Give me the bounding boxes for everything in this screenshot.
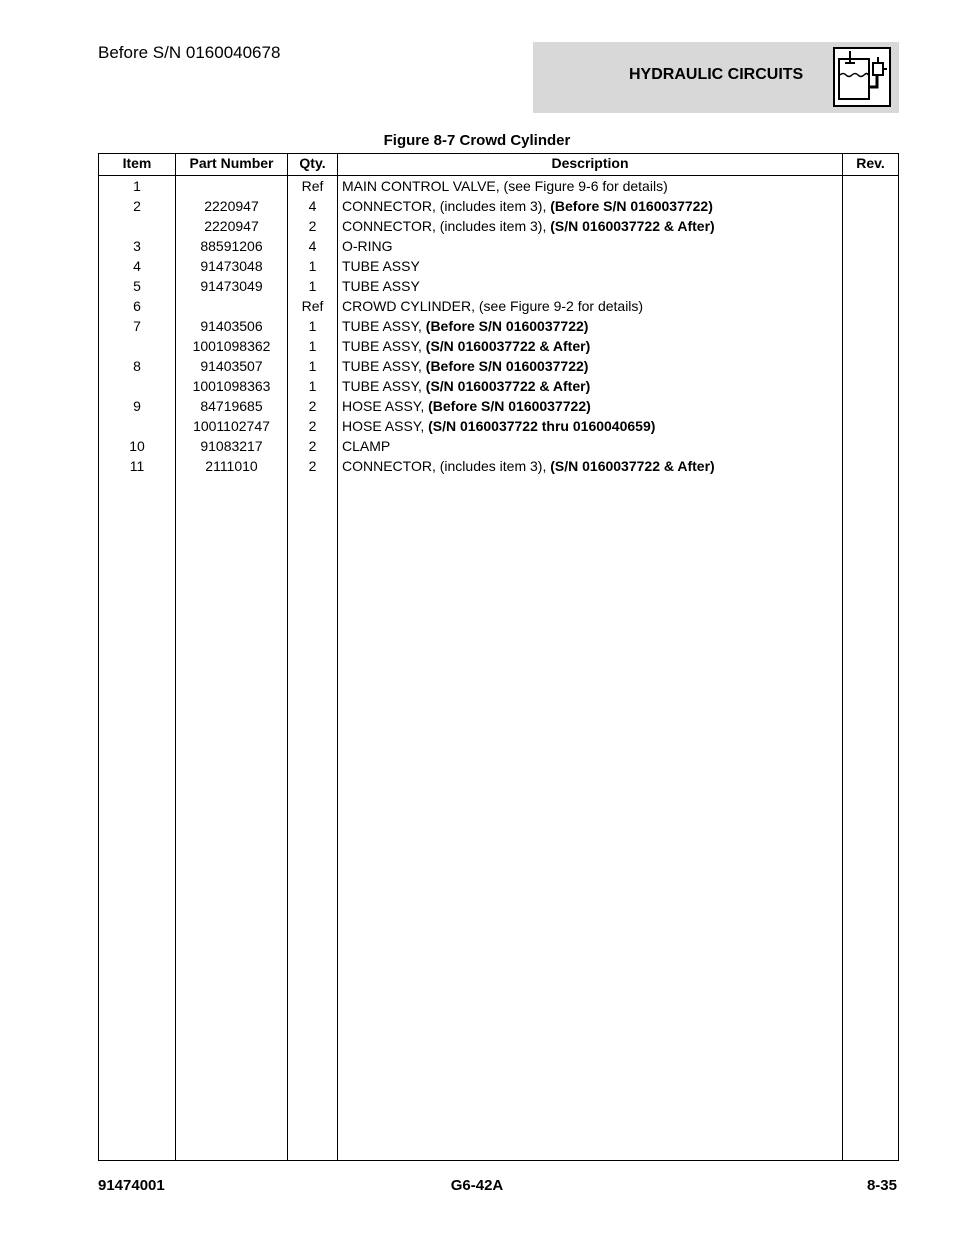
description-text: HOSE ASSY, [342, 398, 429, 414]
description-text: TUBE ASSY, [342, 318, 426, 334]
figure-title: Figure 8-7 Crowd Cylinder [383, 132, 571, 149]
quantity: 1 [308, 358, 317, 374]
serial-range: (Before S/N 0160037722) [550, 198, 713, 214]
description [342, 416, 842, 436]
item-number: 11 [129, 458, 145, 474]
description [342, 216, 842, 236]
part-number: 88591206 [200, 238, 263, 254]
quantity: 2 [308, 418, 317, 434]
description-text: MAIN CONTROL VALVE, (see Figure 9-6 for details) [342, 178, 668, 194]
quantity: 1 [308, 258, 317, 274]
serial-range: (S/N 0160037722 & After) [550, 458, 715, 474]
table-row [99, 276, 898, 296]
quantity: 4 [308, 238, 317, 254]
table-row [99, 336, 898, 356]
quantity: 2 [308, 438, 317, 454]
description [342, 176, 842, 196]
quantity: 1 [308, 338, 317, 354]
item-number: 7 [133, 318, 141, 334]
part-number: 1001102747 [193, 418, 270, 434]
description [342, 276, 842, 296]
serial-range: (Before S/N 0160037722) [425, 358, 589, 374]
col-header-part-number: Part Number [189, 155, 274, 171]
description-text: CONNECTOR, (includes item 3), [342, 218, 551, 234]
description [342, 256, 842, 276]
col-header-item: Item [122, 155, 152, 171]
item-number: 5 [133, 278, 141, 294]
item-number: 4 [133, 258, 141, 274]
col-header-description: Description [551, 155, 629, 171]
part-number: 84719685 [200, 398, 263, 414]
description [342, 296, 842, 316]
item-number: 8 [133, 358, 141, 374]
description [342, 376, 842, 396]
quantity: 2 [308, 218, 317, 234]
description [342, 456, 842, 476]
item-number: 2 [133, 198, 141, 214]
serial-range: (Before S/N 0160037722) [425, 318, 589, 334]
part-number: 1001098362 [192, 338, 271, 354]
description-text: TUBE ASSY [342, 258, 420, 274]
quantity: Ref [301, 178, 324, 194]
description-text: CONNECTOR, (includes item 3), [342, 198, 551, 214]
parts-table [98, 153, 899, 1161]
description-text: CONNECTOR, (includes item 3), [342, 458, 551, 474]
footer-page-number: 8-35 [866, 1177, 897, 1194]
table-row [99, 236, 898, 256]
serial-note: Before S/N 0160040678 [98, 43, 281, 62]
table-row [99, 396, 898, 416]
footer-model: G6-42A [450, 1177, 504, 1194]
part-number: 2220947 [204, 198, 259, 214]
quantity: Ref [301, 298, 324, 314]
table-row [99, 296, 898, 316]
item-number: 6 [133, 298, 141, 314]
description [342, 436, 842, 456]
description-text: O-RING [342, 238, 393, 254]
description-text: TUBE ASSY, [342, 378, 426, 394]
description [342, 196, 842, 216]
quantity: 1 [308, 378, 317, 394]
serial-range: (S/N 0160037722 thru 0160040659) [428, 418, 656, 434]
table-header [99, 154, 898, 176]
description-text: TUBE ASSY, [342, 358, 426, 374]
hydraulic-reservoir-icon [833, 47, 891, 107]
quantity: 2 [308, 458, 317, 474]
quantity: 2 [308, 398, 317, 414]
table-row [99, 176, 898, 196]
part-number: 1001098363 [192, 378, 271, 394]
serial-range: (S/N 0160037722 & After) [550, 218, 715, 234]
table-row [99, 216, 898, 236]
description-text: TUBE ASSY, [342, 338, 426, 354]
description [342, 396, 842, 416]
description [342, 356, 842, 376]
table-row [99, 376, 898, 396]
description [342, 236, 842, 256]
description [342, 316, 842, 336]
part-number: 2220947 [204, 218, 259, 234]
part-number: 91083217 [200, 438, 263, 454]
part-number: 91473049 [200, 278, 263, 294]
table-row [99, 316, 898, 336]
quantity: 4 [308, 198, 317, 214]
description-text: CLAMP [342, 438, 391, 454]
description-text: HOSE ASSY, [342, 418, 429, 434]
table-row [99, 356, 898, 376]
description [342, 336, 842, 356]
col-header-rev: Rev. [856, 155, 885, 171]
part-number: 91403506 [200, 318, 263, 334]
table-row [99, 256, 898, 276]
item-number: 10 [129, 438, 145, 454]
part-number: 91403507 [200, 358, 263, 374]
quantity: 1 [308, 318, 317, 334]
serial-range: (S/N 0160037722 & After) [425, 338, 591, 354]
col-header-qty: Qty. [299, 155, 326, 171]
description-text: CROWD CYLINDER, (see Figure 9-2 for details) [342, 298, 644, 314]
table-row [99, 456, 898, 476]
item-number: 1 [133, 178, 141, 194]
serial-range: (S/N 0160037722 & After) [425, 378, 591, 394]
footer-doc-number: 91474001 [98, 1177, 165, 1194]
table-row [99, 416, 898, 436]
part-number: 91473048 [200, 258, 263, 274]
section-header [533, 42, 899, 113]
item-number: 9 [133, 398, 141, 414]
table-row [99, 196, 898, 216]
description-text: TUBE ASSY [342, 278, 420, 294]
item-number: 3 [133, 238, 141, 254]
table-row [99, 436, 898, 456]
quantity: 1 [308, 278, 317, 294]
serial-range: (Before S/N 0160037722) [428, 398, 591, 414]
section-title: HYDRAULIC CIRCUITS [629, 66, 804, 83]
part-number: 2111010 [205, 458, 258, 474]
